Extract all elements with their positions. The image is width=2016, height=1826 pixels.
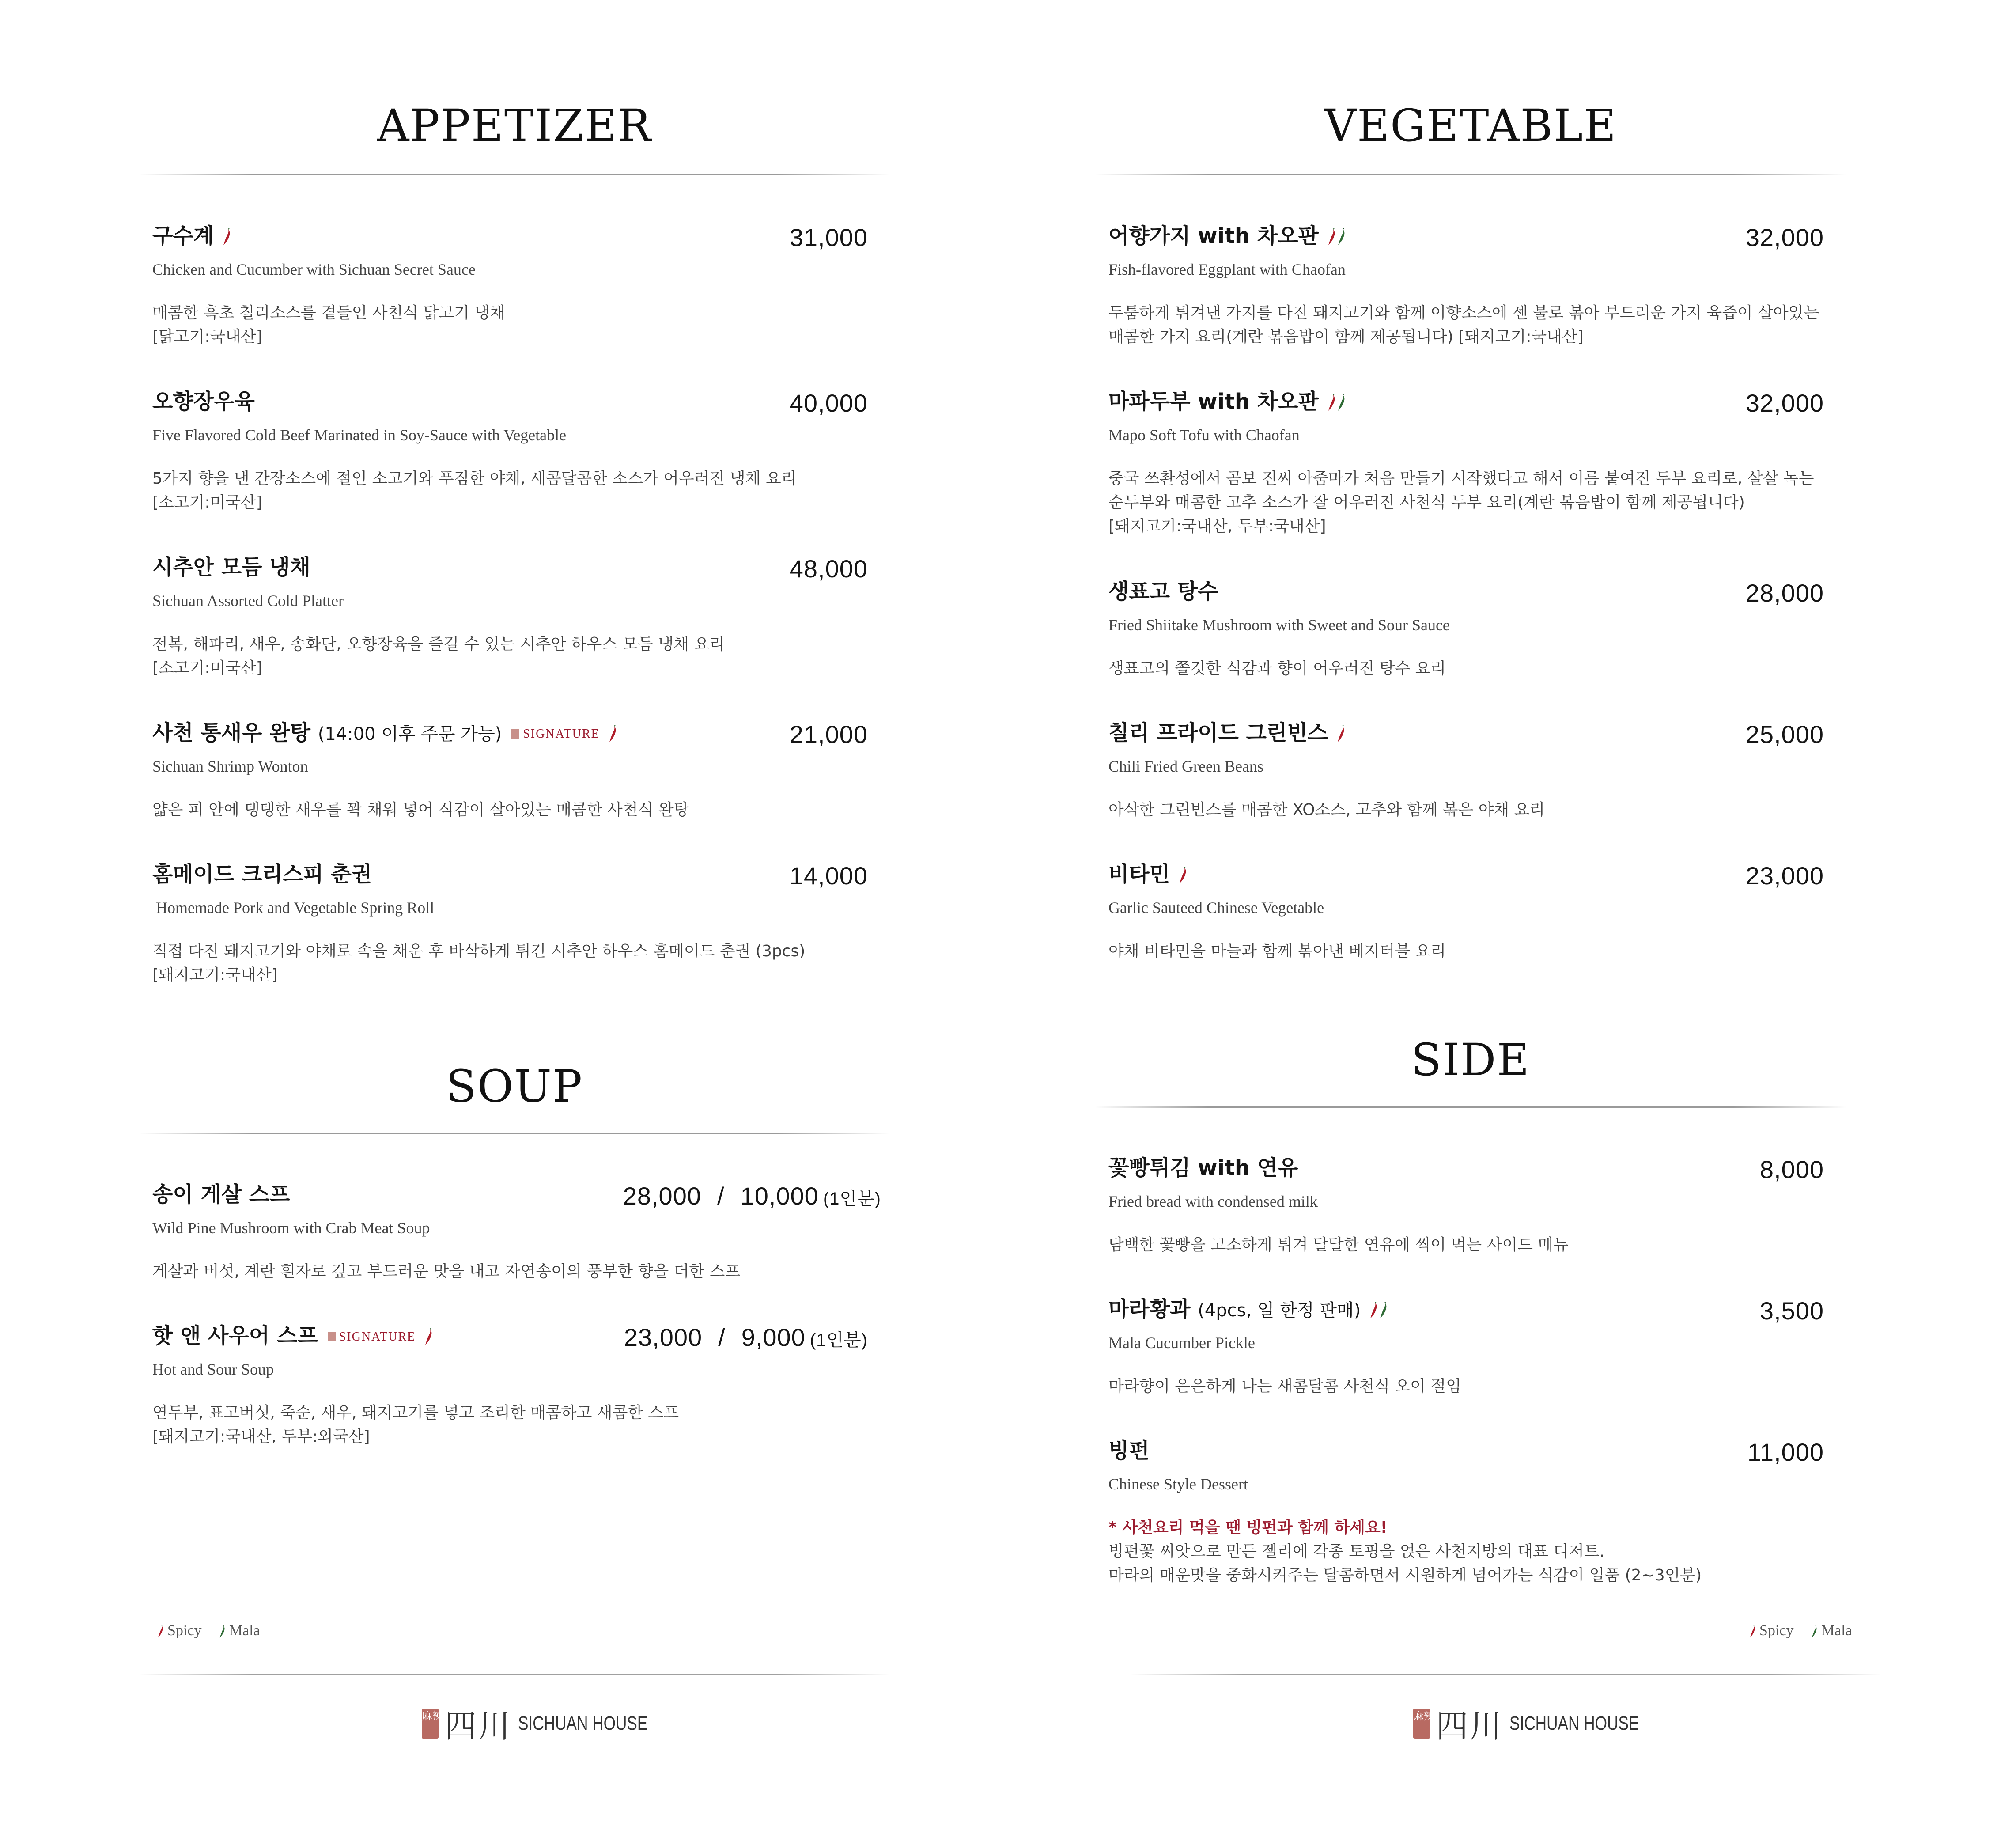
desc-line: 아삭한 그린빈스를 매콤한 XO소스, 고추와 함께 볶은 야채 요리 xyxy=(1108,801,1545,819)
item-english-name: Homemade Pork and Vegetable Spring Roll xyxy=(156,899,435,917)
legend-mala xyxy=(1811,1622,1852,1639)
item-price: 32,000 xyxy=(1745,224,1824,251)
item-name-text: 핫 앤 사우어 스프 xyxy=(152,1323,318,1348)
desc-line: [돼지고기:국내산, 두부:외국산] xyxy=(152,1428,370,1446)
item-name xyxy=(1108,391,1346,412)
spicy-pepper-icon xyxy=(1336,725,1346,743)
item-price: 14,000 xyxy=(789,862,868,890)
item-name xyxy=(152,225,231,246)
legend-spicy-label: Spicy xyxy=(167,1622,202,1639)
item-name: 생표고 탕수 xyxy=(1108,579,1218,604)
item-english-name: Wild Pine Mushroom with Crab Meat Soup xyxy=(152,1219,430,1237)
item-description xyxy=(1108,1375,1837,1398)
item-description xyxy=(1108,1233,1837,1257)
right-page xyxy=(1095,0,1852,1826)
legend-spicy xyxy=(1749,1622,1793,1639)
item-description xyxy=(152,301,881,349)
desc-line: 마라의 매운맛을 중화시켜주는 달콤하면서 시원하게 넘어가는 식감이 일품 (2~3인분) xyxy=(1108,1566,1702,1584)
desc-line: 매콤한 가지 요리(계란 볶음밥이 함께 제공됩니다) [돼지고기:국내산] xyxy=(1108,328,1584,346)
item-description xyxy=(1108,1516,1837,1587)
desc-line: 순두부와 매콤한 고추 소스가 잘 어우러진 사천식 두부 요리(계란 볶음밥이 함께 제공됩니다) xyxy=(1108,493,1745,511)
section-divider xyxy=(1095,174,1846,175)
item-description xyxy=(152,633,881,680)
item-name xyxy=(152,722,617,743)
item-name: 홈메이드 크리스피 춘권 xyxy=(152,862,372,886)
item-description xyxy=(1108,798,1837,822)
section-title: VEGETABLE xyxy=(1324,100,1617,152)
item-english-name: Five Flavored Cold Beef Marinated in Soy-Sauce with Vegetable xyxy=(152,426,567,444)
item-note: (4pcs, 일 한정 판매) xyxy=(1198,1300,1361,1321)
desc-line: 직접 다진 돼지고기와 야채로 속을 채운 후 바삭하게 튀긴 시추안 하우스 홈메이드 춘권 (3pcs) xyxy=(152,942,806,960)
item-description xyxy=(152,798,881,822)
item-english-name: Chinese Style Dessert xyxy=(1108,1475,1248,1493)
mala-pepper-icon xyxy=(219,1625,226,1638)
item-tip: * 사천요리 먹을 땐 빙펀과 함께 하세요! xyxy=(1108,1519,1388,1537)
item-name xyxy=(1108,722,1346,743)
item-price: 40,000 xyxy=(789,389,868,417)
desc-line: 야채 비타민을 마늘과 함께 볶아낸 베지터블 요리 xyxy=(1108,942,1446,960)
item-description xyxy=(152,1401,881,1449)
item-name: 오향장우육 xyxy=(152,389,255,414)
item-english-name: Fish-flavored Eggplant with Chaofan xyxy=(1108,261,1346,278)
item-name xyxy=(152,1325,433,1346)
mala-pepper-icon xyxy=(1378,1302,1388,1319)
brand-name: SICHUAN HOUSE xyxy=(518,1712,648,1734)
price-large: 28,000 xyxy=(623,1182,701,1210)
signature-badge xyxy=(328,1330,416,1344)
legend-mala-label: Mala xyxy=(229,1622,260,1639)
spicy-pepper-icon xyxy=(1369,1302,1378,1319)
legend-mala-label: Mala xyxy=(1821,1622,1852,1639)
pepper-legend xyxy=(157,1623,273,1638)
item-name xyxy=(1108,225,1346,246)
footer-divider xyxy=(139,1674,890,1675)
item-name-text: 구수계 xyxy=(152,224,214,248)
legend-spicy xyxy=(157,1622,201,1639)
item-english-name: Garlic Sauteed Chinese Vegetable xyxy=(1108,899,1324,917)
spicy-pepper-icon xyxy=(1327,394,1336,412)
left-page xyxy=(139,0,890,1826)
legend-mala xyxy=(219,1622,260,1639)
desc-line: 두툼하게 튀겨낸 가지를 다진 돼지고기와 함께 어향소스에 센 불로 볶아 부드러운 가지 육즙이 살아있는 xyxy=(1108,304,1819,322)
price-single: 10,000 xyxy=(740,1182,819,1210)
brand-name: SICHUAN HOUSE xyxy=(1509,1712,1639,1734)
item-name-text: 사천 통새우 완탕 xyxy=(152,720,310,745)
spicy-pepper-icon xyxy=(608,725,617,743)
item-name-text: 마파두부 with 차오판 xyxy=(1108,389,1319,414)
seal-icon xyxy=(511,729,519,739)
mala-pepper-icon xyxy=(1336,228,1346,246)
item-price: 28,000 xyxy=(1745,579,1824,607)
desc-line: 얇은 피 안에 탱탱한 새우를 꽉 채워 넣어 식감이 살아있는 매콤한 사천식 완탕 xyxy=(152,801,689,819)
item-english-name: Sichuan Shrimp Wonton xyxy=(152,758,308,775)
section-divider xyxy=(139,174,890,175)
item-description xyxy=(152,1260,881,1284)
item-name xyxy=(1108,1299,1388,1320)
item-description xyxy=(1108,301,1837,349)
price-unit: (1인분) xyxy=(823,1189,881,1208)
desc-line: 매콤한 흑초 칠리소스를 곁들인 사천식 닭고기 냉채 xyxy=(152,304,505,322)
stamp-icon: 麻辣 xyxy=(1413,1709,1430,1739)
item-description xyxy=(1108,467,1837,538)
item-english-name: Hot and Sour Soup xyxy=(152,1360,274,1378)
desc-line: [소고기:미국산] xyxy=(152,493,262,511)
item-english-name: Fried Shiitake Mushroom with Sweet and Sour Sauce xyxy=(1108,616,1450,634)
footer-divider xyxy=(1131,1674,1881,1675)
desc-line: [닭고기:국내산] xyxy=(152,328,262,346)
item-description xyxy=(152,467,881,515)
item-english-name: Fried bread with condensed milk xyxy=(1108,1193,1318,1210)
item-price: 3,500 xyxy=(1759,1297,1824,1325)
desc-line: 전복, 해파리, 새우, 송화단, 오향장육을 즐길 수 있는 시추안 하우스 모듬 냉채 요리 xyxy=(152,635,725,653)
item-description xyxy=(1108,657,1837,681)
item-name: 꽃빵튀김 with 연유 xyxy=(1108,1155,1298,1180)
item-description xyxy=(1108,940,1837,963)
spicy-pepper-icon xyxy=(222,228,231,246)
brand-hanja: 四川 xyxy=(1436,1708,1504,1745)
desc-line: [돼지고기:국내산] xyxy=(152,966,278,984)
item-price: 31,000 xyxy=(789,224,868,251)
desc-line: 마라향이 은은하게 나는 새콤달콤 사천식 오이 절임 xyxy=(1108,1377,1461,1395)
item-price: 25,000 xyxy=(1745,720,1824,748)
section-title: SOUP xyxy=(446,1061,583,1112)
item-price: 21,000 xyxy=(789,720,868,748)
item-name: 시추안 모듬 냉채 xyxy=(152,555,310,580)
item-name xyxy=(1108,864,1188,885)
section-title: APPETIZER xyxy=(377,100,652,152)
desc-line: 빙펀꽃 씨앗으로 만든 젤리에 각종 토핑을 얹은 사천지방의 대표 디저트. xyxy=(1108,1542,1604,1561)
pepper-legend xyxy=(1749,1623,1852,1638)
item-name: 송이 게살 스프 xyxy=(152,1182,290,1207)
spicy-pepper-icon xyxy=(1178,867,1188,884)
signature-badge xyxy=(511,727,600,741)
desc-line: 연두부, 표고버섯, 죽순, 새우, 돼지고기를 넣고 조리한 매콤하고 새콤한 스프 xyxy=(152,1404,679,1422)
spicy-pepper-icon xyxy=(1749,1625,1756,1638)
mala-pepper-icon xyxy=(1811,1625,1818,1638)
brand-logo xyxy=(422,1701,680,1745)
item-price: 28,000 / 10,000 (1인분) xyxy=(623,1182,881,1210)
spicy-pepper-icon xyxy=(1327,228,1336,246)
brand-hanja: 四川 xyxy=(445,1708,512,1745)
item-name: 빙펀 xyxy=(1108,1438,1150,1463)
section-divider xyxy=(139,1133,890,1134)
mala-pepper-icon xyxy=(1336,394,1346,412)
item-english-name: Sichuan Assorted Cold Platter xyxy=(152,592,344,610)
spicy-pepper-icon xyxy=(424,1328,433,1346)
item-english-name: Chicken and Cucumber with Sichuan Secret Sauce xyxy=(152,261,476,278)
desc-line: 게살과 버섯, 계란 흰자로 깊고 부드러운 맛을 내고 자연송이의 풍부한 향을 더한 스프 xyxy=(152,1262,741,1280)
desc-line: [소고기:미국산] xyxy=(152,659,262,677)
desc-line: 5가지 향을 낸 간장소스에 절인 소고기와 푸짐한 야채, 새콤달콤한 소스가 어우러진 냉채 요리 xyxy=(152,470,797,488)
section-divider xyxy=(1095,1106,1846,1108)
brand-logo xyxy=(1413,1701,1672,1745)
item-price: 48,000 xyxy=(789,555,868,583)
legend-spicy-label: Spicy xyxy=(1759,1622,1794,1639)
spicy-pepper-icon xyxy=(157,1625,164,1638)
desc-line: 담백한 꽃빵을 고소하게 튀겨 달달한 연유에 찍어 먹는 사이드 메뉴 xyxy=(1108,1236,1569,1254)
item-price: 32,000 xyxy=(1745,389,1824,417)
item-name-text: 마라황과 xyxy=(1108,1297,1191,1322)
item-description xyxy=(152,940,881,987)
price-single: 9,000 xyxy=(741,1323,806,1351)
item-english-name: Mala Cucumber Pickle xyxy=(1108,1334,1255,1352)
section-title: SIDE xyxy=(1411,1034,1530,1086)
item-name-text: 어향가지 with 차오판 xyxy=(1108,224,1319,248)
desc-line: 생표고의 쫄깃한 식감과 향이 어우러진 탕수 요리 xyxy=(1108,659,1446,678)
signature-label: SIGNATURE xyxy=(523,727,600,741)
desc-line: [돼지고기:국내산, 두부:국내산] xyxy=(1108,517,1326,535)
price-unit: (1인분) xyxy=(809,1330,868,1350)
item-price: 11,000 xyxy=(1747,1438,1824,1466)
item-english-name: Mapo Soft Tofu with Chaofan xyxy=(1108,426,1300,444)
item-name-text: 비타민 xyxy=(1108,862,1170,886)
signature-label: SIGNATURE xyxy=(339,1330,416,1344)
item-price: 23,000 xyxy=(1745,862,1824,890)
item-price: 8,000 xyxy=(1759,1155,1824,1183)
desc-line: 중국 쓰촨성에서 곰보 진씨 아줌마가 처음 만들기 시작했다고 해서 이름 붙여진 두부 요리로, 살살 녹는 xyxy=(1108,470,1814,488)
seal-icon xyxy=(328,1332,336,1341)
item-price: 23,000 / 9,000 (1인분) xyxy=(624,1323,868,1351)
item-english-name: Chili Fried Green Beans xyxy=(1108,758,1263,775)
item-note: (14:00 이후 주문 가능) xyxy=(318,724,502,744)
stamp-icon: 麻辣 xyxy=(422,1709,439,1739)
price-large: 23,000 xyxy=(624,1323,703,1351)
item-name-text: 칠리 프라이드 그린빈스 xyxy=(1108,720,1328,745)
